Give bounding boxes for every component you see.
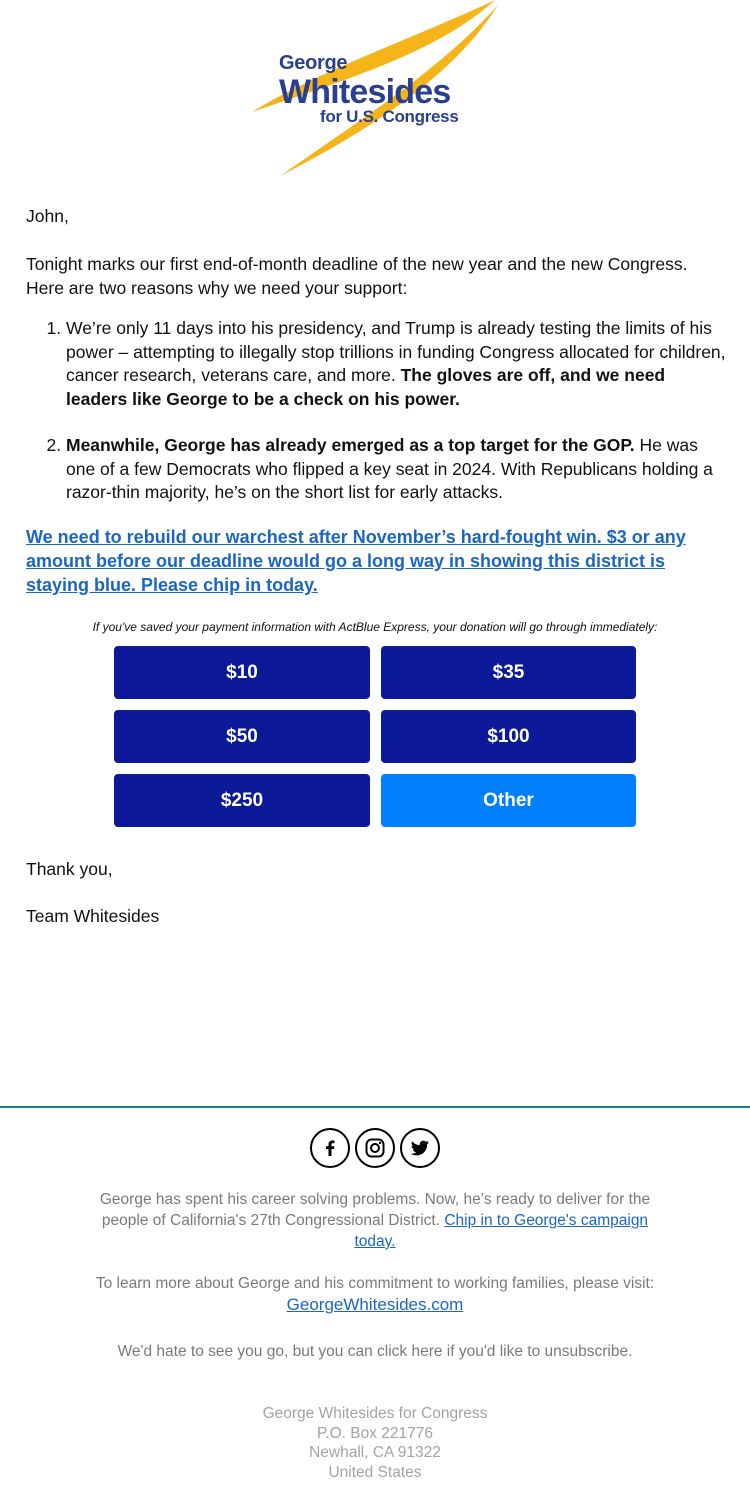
reasons-list: [26, 317, 726, 528]
donate-35-button[interactable]: $35: [381, 646, 636, 699]
mailing-address: [0, 1404, 750, 1482]
twitter-icon[interactable]: [400, 1128, 440, 1168]
unsubscribe-text[interactable]: We'd hate to see you go, but you can click here if you'd like to unsubscribe.: [117, 1343, 633, 1360]
campaign-logo: [240, 0, 510, 185]
donate-250-button[interactable]: $250: [114, 774, 370, 827]
actblue-note: If you've saved your payment information with ActBlue Express, your donation will go through immediately:: [92, 620, 658, 634]
social-links: [0, 1128, 750, 1168]
footer-learn-more-text: To learn more about George and his commitment to working families, please visit:: [95, 1275, 655, 1292]
signature: Team Whitesides: [26, 906, 160, 926]
footer-about-text: George has spent his career solving problems. Now, he’s ready to deliver for the people of California's 27th Congressional District.: [99, 1191, 651, 1229]
signoff: Thank you,: [26, 859, 113, 879]
chip-in-link[interactable]: We need to rebuild our warchest after November’s hard-fought win. $3 or any amount before our deadline would go a long way in showing this district is staying blue. Please chip in today.: [26, 527, 686, 595]
footer-about: [80, 1189, 670, 1252]
reason-1-text: We’re only 11 days into his presidency, and Trump is already testing the limits of his power – attempting to illegally stop trillions in funding Congress allocated for children, cancer research, veterans care, and more.: [66, 318, 726, 385]
reason-1-bold: The gloves are off, and we need leaders like George to be a check on his power.: [66, 365, 666, 409]
logo-congress-text: for U.S. Congress: [320, 107, 459, 126]
donate-10-button[interactable]: $10: [114, 646, 370, 699]
logo-whitesides-text: Whitesides: [279, 73, 451, 111]
footer-chip-in-link[interactable]: Chip in to George's campaign today.: [354, 1212, 649, 1250]
reason-item-2: [66, 434, 726, 505]
intro-paragraph: Tonight marks our first end-of-month deadline of the new year and the new Congress. Here are two reasons why we need your support:: [26, 254, 688, 298]
facebook-icon[interactable]: [310, 1128, 350, 1168]
address-line: Newhall, CA 91322: [309, 1444, 441, 1461]
reason-2-text: He was one of a few Democrats who flipped a key seat in 2024. With Republicans holding a razor-thin majority, he’s on the short list for early attacks.: [66, 435, 713, 502]
address-line: P.O. Box 221776: [316, 1424, 434, 1442]
address-line: George Whitesides for Congress: [262, 1405, 488, 1422]
greeting: John,: [26, 206, 69, 226]
footer-divider: [0, 1106, 750, 1108]
instagram-icon[interactable]: [355, 1128, 395, 1168]
address-line: United States: [328, 1463, 422, 1481]
logo-george-text: George: [279, 52, 348, 74]
reason-item-1: [66, 317, 726, 411]
footer-learn-more: [80, 1273, 670, 1316]
reason-2-bold: Meanwhile, George has already emerged as a top target for the GOP.: [66, 435, 635, 455]
donate-50-button[interactable]: $50: [114, 710, 370, 763]
donate-other-button[interactable]: Other: [381, 774, 636, 827]
donate-100-button[interactable]: $100: [381, 710, 636, 763]
website-link[interactable]: GeorgeWhitesides.com: [286, 1295, 464, 1314]
